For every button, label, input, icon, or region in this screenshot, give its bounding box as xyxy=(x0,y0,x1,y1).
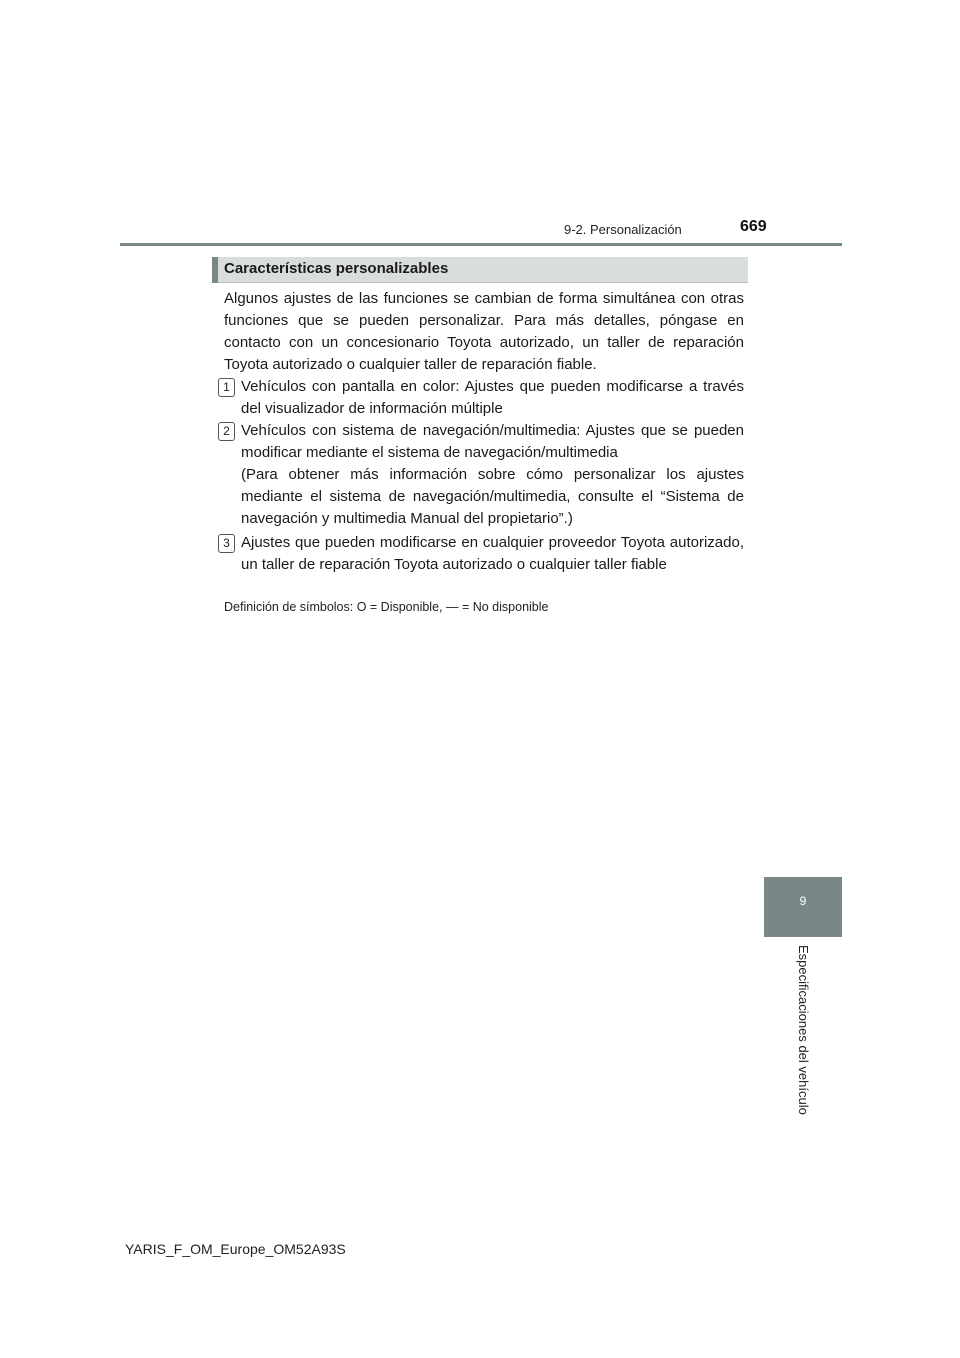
item-number-badge: 2 xyxy=(218,422,235,441)
intro-paragraph: Algunos ajustes de las funciones se cambian de forma simultánea con otras funciones que se pueden personalizar. Para más detalles, póngase en contacto con un concesionario Toyota autorizado, un taller de reparación Toyota autorizado o cualquier taller de reparación fiable. xyxy=(224,290,744,373)
chapter-title: Especificaciones del vehículo xyxy=(796,945,811,1115)
chapter-tab: 9 xyxy=(764,877,842,937)
header-divider xyxy=(120,243,842,246)
item-text: Ajustes que pueden modificarse en cualquier proveedor Toyota autorizado, un taller de reparación Toyota autorizado o cualquier taller fiable xyxy=(241,534,744,573)
item-text: Vehículos con pantalla en color: Ajustes que pueden modificarse a través del visualizador de información múltiple xyxy=(241,378,744,417)
footer-doc-code: YARIS_F_OM_Europe_OM52A93S xyxy=(125,1241,346,1257)
title-accent-bar xyxy=(212,257,218,283)
section-title: Características personalizables xyxy=(224,260,449,277)
item-number-badge: 1 xyxy=(218,378,235,397)
item-number-badge: 3 xyxy=(218,534,235,553)
page-number: 669 xyxy=(740,218,767,235)
item-note: (Para obtener más información sobre cómo personalizar los ajustes mediante el sistema de navegación/multimedia, consulte el “Sistema de navegación y multimedia Manual del propietario”.) xyxy=(241,466,744,527)
section-title-bar xyxy=(212,257,748,283)
section-label: 9-2. Personalización xyxy=(564,222,682,237)
symbol-definition: Definición de símbolos: O = Disponible, — = No disponible xyxy=(224,600,549,614)
item-text: Vehículos con sistema de navegación/multimedia: Ajustes que se pueden modificar mediante el sistema de navegación/multimedia xyxy=(241,422,744,461)
